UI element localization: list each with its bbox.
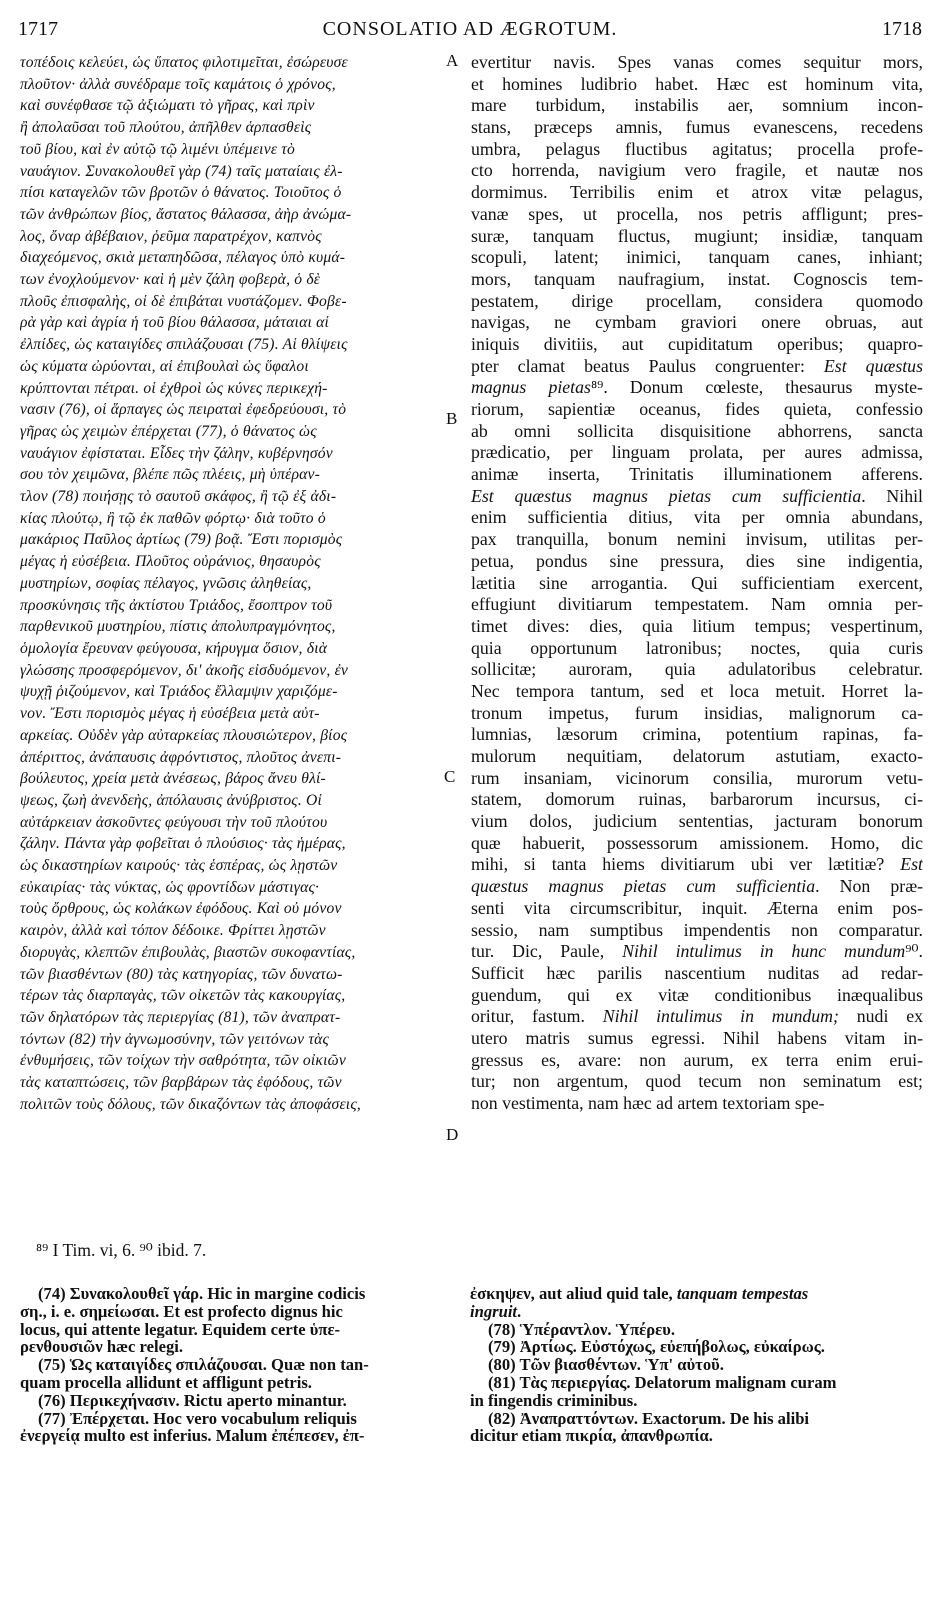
- latin-line: [471, 399, 923, 421]
- text-run: tur. Dic, Paule,: [471, 941, 623, 962]
- greek-line: εὐκαιρίας· τὰς νύκτας, ὡς φροντίδων μάστιγας·: [20, 878, 320, 896]
- text-run: dormimus. Terribilis enim et atrox vitæ pelagus,: [471, 182, 923, 203]
- latin-line: [471, 74, 923, 96]
- latin-line: [471, 226, 923, 248]
- text-run: navigas, ne cymbam graviori onere obruas, aut: [471, 312, 923, 333]
- text-run: mors, tanquam naufragium, instat. Cognoscis tem-: [471, 268, 923, 289]
- text-run: scopuli, latent; inimici, tanquam canes, inhiant;: [471, 247, 923, 268]
- text-run: ἐσκηψεν, aut aliud quid tale,: [470, 1285, 677, 1303]
- greek-line: νον. Ἔστι πορισμὸς μέγας ἡ εὐσέβεια μετὰ αὐτ-: [20, 705, 320, 723]
- text-run: (76) Περικεχήνασιν. Rictu aperto minantur.: [38, 1391, 347, 1410]
- note-line: [20, 1321, 450, 1339]
- latin-line: [471, 573, 923, 595]
- latin-line: [471, 52, 923, 74]
- latin-line: [471, 269, 923, 291]
- latin-line: [471, 898, 923, 920]
- text-run: (77) Ἐπέρχεται. Hoc vero vocabulum reliquis: [38, 1409, 357, 1428]
- note-line: [470, 1392, 920, 1410]
- greek-line: καὶ συνέφθασε τῷ ἀξιώματι τὸ γῆρας, καὶ πρὶν: [20, 97, 315, 115]
- italic-text: ingruit: [470, 1302, 518, 1321]
- latin-line: [471, 160, 923, 182]
- latin-line: [471, 616, 923, 638]
- latin-line: [471, 182, 923, 204]
- latin-line: [471, 703, 923, 725]
- margin-letter-b: B: [446, 409, 458, 428]
- latin-text-column: [471, 52, 923, 1115]
- greek-line: ὡς κύματα ὠρύονται, αἱ ἐπιβουλαὶ ὡς ὕφαλοι: [20, 357, 309, 375]
- note-line: [20, 1374, 450, 1392]
- note-line: [470, 1374, 920, 1392]
- latin-line: [471, 746, 923, 768]
- latin-line: [471, 247, 923, 269]
- text-run: prædicatio, per linguam prolata, per aures admissa,: [471, 442, 923, 463]
- latin-line: [471, 139, 923, 161]
- text-run: evertitur navis. Spes vanas comes sequitur mors,: [471, 52, 923, 72]
- note-line: [20, 1410, 450, 1428]
- text-run: in fingendis criminibus.: [470, 1391, 638, 1410]
- latin-line: [471, 291, 923, 313]
- margin-letter-c: C: [444, 767, 456, 786]
- latin-line: [471, 117, 923, 139]
- italic-text: Est quæstus magnus pietas cum sufficientia: [471, 485, 862, 506]
- text-run: stans, præceps amnis, fumus evanescens, recedens: [471, 117, 923, 138]
- note-line: [470, 1303, 920, 1321]
- greek-line: τὰς καταπτώσεις, τῶν βαρβάρων τὰς ἐφόδους, τῶν: [20, 1074, 342, 1092]
- italic-text: quæstus magnus pietas cum sufficientia: [471, 876, 816, 897]
- latin-line: [471, 464, 923, 486]
- text-run: rum insaniam, vicinorum consilia, murorum vetu-: [471, 767, 923, 788]
- text-run: (81) Τὰς περιεργίας. Delatorum malignam curam: [488, 1373, 837, 1392]
- text-run: petua, pondus sine pressura, dies sine indigentia,: [471, 550, 923, 571]
- note-line: [470, 1321, 920, 1339]
- text-run: tur; non argentum, quod tecum non seminatum est;: [471, 1071, 923, 1092]
- note-line: [470, 1356, 920, 1374]
- greek-line: σου τὸν χειμῶνα, βλέπε πῶς πλέεις, μὴ ὑπέραν-: [20, 466, 321, 484]
- latin-line: [471, 659, 923, 681]
- text-run: . Non præ-: [815, 876, 923, 897]
- text-run: mare turbidum, instabilis aer, somnium incon-: [471, 95, 923, 116]
- text-run: (74) Συνακολουθεῖ γάρ. Hic in margine codicis: [38, 1285, 366, 1303]
- text-run: animæ inserta, Trinitatis illuminationem afferens.: [471, 464, 923, 485]
- greek-line: παρθενικοῦ μυστηρίου, πίστις ἀπολυπραγμόνητος,: [20, 618, 336, 636]
- italic-text: Nihil intulimus in hunc mundum: [622, 941, 906, 962]
- greek-line: τῶν βιασθέντων (80) τὰς κατηγορίας, τῶν δυνατω-: [20, 965, 343, 983]
- text-run: suræ, tanquam fluctus, mugiunt; insidiæ, tanquam: [471, 225, 923, 246]
- text-run: ση., i. e. σημείωσαι. Et est profecto dignus hic: [20, 1302, 343, 1321]
- footnote-references: ⁸⁹ I Tim. vi, 6. ⁹⁰ ibid. 7.: [36, 1240, 207, 1260]
- text-run: pter clamat beatus Paulus congruenter:: [471, 355, 824, 376]
- latin-line: [471, 421, 923, 443]
- latin-line: [471, 638, 923, 660]
- text-run: non vestimenta, nam hæc ad artem textoriam spe-: [471, 1093, 825, 1113]
- note-line: [20, 1303, 450, 1321]
- text-run: nudi ex: [838, 1006, 923, 1027]
- text-run: iniquis divitiis, aut cupiditatum operibus; quapro-: [471, 333, 923, 354]
- text-run: ρενθουσιῶν hæc relegi.: [20, 1338, 184, 1357]
- latin-line: [471, 963, 923, 985]
- greek-line: τόντων (82) τὴν ἀγνωμοσύνην, τῶν γειτόνων τὰς: [20, 1030, 330, 1048]
- text-run: effugiunt divitiarum tempestatem. Nam omnia per-: [471, 594, 923, 615]
- text-run: . Nihil: [861, 485, 923, 506]
- greek-line: μυστηρίων, σοφίας πέλαγος, γνῶσις ἀληθείας,: [20, 574, 312, 592]
- greek-line: τῶν ἀνθρώπων βίος, ἄστατος θάλασσα, ἀὴρ ἀνώμα-: [20, 205, 352, 223]
- text-run: dicitur etiam πικρία, ἀπανθρωπία.: [470, 1427, 713, 1446]
- greek-line: γλώσσης προσφερόμενον, δι' ἀκοῆς εἰσδυόμενον, ἐν: [20, 661, 349, 679]
- greek-line: ἐνθυμήσεις, τῶν τοίχων τὴν σαθρότητα, τῶν οἰκιῶν: [20, 1052, 346, 1070]
- greek-line: ναυάγιον ἐφίσταται. Εἶδες τὴν ζάλην, κυβέρνησόν: [20, 444, 333, 462]
- note-line: [470, 1410, 920, 1428]
- text-run: et homines ludibrio habet. Hæc est hominum vita,: [471, 73, 923, 94]
- italic-text: magnus pietas: [471, 377, 591, 398]
- greek-line: ναυάγιον. Συνακολουθεῖ γὰρ (74) ταῖς ματαίαις ἐλ-: [20, 162, 343, 180]
- latin-line: [471, 334, 923, 356]
- text-run: lætitia sine arrogantia. Qui sufficientiam exercent,: [471, 572, 923, 593]
- text-run: Sufficit hæc parilis nascentium nuditas ad redar-: [471, 962, 923, 983]
- note-line: [470, 1427, 920, 1445]
- text-run: pax tranquilla, bonum nemini invisum, utilitas per-: [471, 529, 923, 550]
- latin-line: [471, 681, 923, 703]
- latin-line: [471, 95, 923, 117]
- latin-line: [471, 833, 923, 855]
- note-line: [20, 1392, 450, 1410]
- text-run: vanæ spes, ut procella, nos petris affligunt; pres-: [471, 203, 923, 224]
- greek-line: διαχεόμενος, σκιὰ μεταπηδῶσα, πέλαγος ὑπὸ κυμά-: [20, 249, 346, 267]
- text-run: riorum, sapientiæ oceanus, fides quieta, confessio: [471, 399, 923, 419]
- latin-line: [471, 920, 923, 942]
- text-run: senti vita circumscribitur, inquit. Æterna enim pos-: [471, 897, 923, 918]
- text-run: vium dolos, judicium sententias, jacturam bonorum: [471, 811, 923, 832]
- greek-line: ρὰ γὰρ καὶ ἀγρία ἡ τοῦ βίου θάλασσα, μάταιαι αἱ: [20, 314, 330, 332]
- text-run: ab omni sollicita disquisitione abhorrens, sancta: [471, 420, 923, 441]
- greek-line: πολιτῶν τοὺς δόλους, τῶν δικαζόντων τὰς ἀποφάσεις,: [20, 1095, 361, 1113]
- text-run: utero matris sumus egressi. Nihil habens vitam in-: [471, 1027, 923, 1048]
- greek-line: ζάλην. Πάντα γὰρ φοβεῖται ὁ πλούσιος· τὰς ἡμέρας,: [20, 835, 346, 853]
- latin-line: [471, 789, 923, 811]
- italic-text: Nihil intulimus in mundum;: [602, 1006, 839, 1027]
- text-run: gressus es, avare: non aurum, ex terra enim erui-: [471, 1049, 923, 1070]
- text-run: sollicitæ; auroram, quia adulatoribus celebratur.: [471, 659, 923, 680]
- greek-line: ψυχῇ ῥιζούμενον, καὶ Τριάδος ἔλλαμψιν χαριζόμε-: [20, 683, 338, 701]
- text-run: Nec tempora tantum, sed et loca metuit. Horret la-: [471, 680, 923, 701]
- italic-text: Est: [900, 854, 923, 875]
- text-run: ἐνεργείᾳ multo est inferius. Malum ἐπέπεσεν, ἐπ-: [20, 1427, 365, 1446]
- running-title: CONSOLATIO AD ÆGROTUM.: [322, 18, 618, 40]
- latin-line: [471, 768, 923, 790]
- greek-line: τῶν δηλατόρων τὰς περιεργίας (81), τῶν ἀναπρατ-: [20, 1008, 341, 1026]
- greek-line: των ἐνοχλούμενον· καὶ ἡ μὲν ζάλη φοβερὰ, ὁ δὲ: [20, 271, 321, 289]
- greek-line: ἀπέριττος, ἀνάπαυσις ἀφρόντιστος, πλοῦτος ἀνεπι-: [20, 748, 342, 766]
- latin-line: [471, 724, 923, 746]
- text-run: timet dives: dies, quia litium tempus; vespertinum,: [471, 615, 923, 636]
- greek-line: τοῦ βίου, καὶ ἐν αὐτῷ τῷ λιμένι ὑπέμεινε τὸ: [20, 140, 296, 158]
- latin-line: [471, 594, 923, 616]
- latin-line: [471, 811, 923, 833]
- text-run: ⁹⁰.: [905, 941, 923, 962]
- greek-line: ὁμολογία ἔρευναν φεύγουσα, κήρυγμα ὅσιον, διὰ: [20, 639, 328, 657]
- greek-line: μακάριος Παῦλος ἀρτίως (79) βοᾷ. Ἔστι πορισμὸς: [20, 531, 343, 549]
- margin-letter-d: D: [446, 1125, 459, 1144]
- text-run: quam procella allidunt et affligunt petris.: [20, 1373, 312, 1392]
- greek-line: τοὺς ὄρθρους, ὡς κολάκων ἐφόδους. Καὶ οὐ μόνον: [20, 900, 342, 918]
- greek-line: πλοῦς ἐπισφαλὴς, οἱ δὲ ἐπιβάται νυστάζομεν. Φοβε-: [20, 292, 347, 310]
- text-run: cto horrenda, navigium vero fragile, et nautæ nos: [471, 160, 923, 181]
- latin-line: [471, 551, 923, 573]
- text-run: enim sufficientia ditius, vita per omnia abundans,: [471, 507, 923, 528]
- left-page-number: 1717: [18, 18, 58, 40]
- page-header: [18, 18, 922, 44]
- text-run: mulorum nequitiam, delatorum astutiam, exacto-: [471, 746, 923, 766]
- note-line: [20, 1338, 450, 1356]
- greek-line: πλοῦτον· ἀλλὰ συνέδραμε τοῖς καμάτοις ὁ χρόνος,: [20, 75, 336, 93]
- text-run: pestatem, dirige procellam, considera quomodo: [471, 290, 923, 311]
- latin-line: [471, 442, 923, 464]
- greek-line: βούλευτος, χρεία μετὰ ἀνέσεως, βάρος ἄνευ θλί-: [20, 770, 326, 788]
- text-run: quæ habuerit, possessorum amissionem. Homo, dic: [471, 832, 923, 853]
- notes-right-column: [470, 1285, 920, 1445]
- greek-line: αὐτάρκειαν ἀσκοῦντες φεύγουσι τὴν τοῦ πλούτου: [20, 813, 328, 831]
- latin-line: [471, 1071, 923, 1093]
- latin-line: [471, 356, 923, 378]
- latin-line: [471, 941, 923, 963]
- greek-line: προσκύνησις τῆς ἀκτίστου Τριάδος, ἔσοπτρον τοῦ: [20, 596, 333, 614]
- text-run: (79) Ἀρτίως. Εὐστόχως, εὐεπήβολως, εὐκαίρως.: [488, 1338, 825, 1357]
- greek-line: γῆρας ὡς χειμὼν ἐπέρχεται (77), ὁ θάνατος ὡς: [20, 422, 317, 440]
- latin-line: [471, 1050, 923, 1072]
- right-page-number: 1718: [882, 18, 922, 40]
- greek-line: ὡς δικαστηρίων καιρούς· τὰς ἑσπέρας, ὡς λῃστῶν: [20, 857, 338, 875]
- latin-line: [471, 1006, 923, 1028]
- latin-line: [471, 529, 923, 551]
- greek-line: ψεως, ζωὴ ἀνενδεὴς, ἀπόλαυσις ἀνύβριστος. Οἱ: [20, 791, 323, 809]
- text-run: guendum, qui ex vitæ conditionibus inæqualibus: [471, 984, 923, 1005]
- greek-text-column: [20, 52, 452, 1115]
- text-run: .: [517, 1302, 522, 1321]
- latin-line: [471, 486, 923, 508]
- text-run: quia opportunum latronibus; noctes, quia curis: [471, 637, 923, 658]
- latin-line: [471, 854, 923, 876]
- note-line: [470, 1285, 920, 1303]
- note-line: [470, 1338, 920, 1356]
- greek-line: καιρὸν, ἀλλὰ καὶ τόπον δέδοικε. Φρίττει λῃστῶν: [20, 922, 326, 940]
- latin-line: [471, 1093, 923, 1115]
- greek-line: μέγας ἡ εὐσέβεια. Πλοῦτος οὐράνιος, θησαυρὸς: [20, 553, 321, 571]
- latin-line: [471, 507, 923, 529]
- latin-line: [471, 377, 923, 399]
- text-run: ⁸⁹. Donum cœleste, thesaurus myste-: [590, 377, 923, 398]
- latin-line: [471, 985, 923, 1007]
- greek-line: ἐλπίδες, ὡς καταιγίδες σπιλάζουσαι (75). Αἱ θλίψεις: [20, 336, 348, 354]
- greek-line: πίσι καταγελῶν τῶν βροτῶν ὁ θάνατος. Τοιοῦτος ὁ: [20, 184, 342, 202]
- greek-line: τλον (78) ποιήσῃς τὸ σαυτοῦ σκάφος, ἢ τῷ ἐξ ἀδι-: [20, 488, 337, 506]
- note-line: [20, 1285, 450, 1303]
- greek-line: κρύπτονται πέτραι. οἱ ἐχθροὶ ὡς κύνες περικεχή-: [20, 379, 328, 397]
- latin-line: [471, 876, 923, 898]
- greek-line: τέρων τὰς διαρπαγὰς, τῶν οἰκετῶν τὰς κακουργίας,: [20, 987, 346, 1005]
- note-line: [20, 1356, 450, 1374]
- greek-line: διορυγὰς, κλεπτῶν ἐπιβουλὰς, βιαστῶν συκοφαντίας,: [20, 943, 356, 961]
- greek-line: λος, ὄναρ ἀβέβαιον, ῥεῦμα παρατρέχον, καπνὸς: [20, 227, 322, 245]
- text-run: mihi, si tanta hiems divitiarum ubi ver lætitiæ?: [471, 854, 901, 875]
- note-line: [20, 1427, 450, 1445]
- notes-left-column: [20, 1285, 450, 1445]
- latin-line: [471, 1028, 923, 1050]
- text-run: tronum impetus, furum insidias, malignorum ca-: [471, 702, 923, 723]
- italic-text: Est quæstus: [823, 355, 923, 376]
- text-run: statem, domorum ruinas, barbarorum incursus, ci-: [471, 789, 923, 810]
- latin-line: [471, 312, 923, 334]
- text-run: (80) Τῶν βιασθέντων. Ὑπ' αὐτοῦ.: [488, 1356, 724, 1374]
- margin-letter-a: A: [446, 51, 459, 70]
- text-run: (78) Ὑπέραντλον. Ὑπέρευ.: [488, 1320, 675, 1339]
- text-run: sessio, nam sumptibus impendentis non comparatur.: [471, 919, 923, 940]
- greek-line: αρκείας. Οὐδὲν γὰρ αὐταρκείας πλουσιώτερον, βίος: [20, 726, 348, 744]
- greek-line: τοπέδοις κελεύει, ὡς ὕπατος φιλοτιμεῖται, ἐσώρευσε: [20, 54, 348, 71]
- text-run: (75) Ὡς καταιγίδες σπιλάζουσαι. Quæ non tan-: [38, 1356, 369, 1374]
- text-run: oritur, fastum.: [471, 1006, 603, 1027]
- text-run: lumnias, læsorum crimina, potentium rapinas, fa-: [471, 724, 923, 745]
- greek-line: νασιν (76), οἱ ἅρπαγες ὡς πειραταὶ ἐφεδρεύουσι, τὸ: [20, 401, 347, 419]
- greek-line: κίας πλούτῳ, ἢ τῷ ἐκ παθῶν φόρτῳ· διὰ τοῦτο ὁ: [20, 509, 326, 527]
- latin-line: [471, 204, 923, 226]
- greek-line: ἢ ἀπολαῦσαι τοῦ πλούτου, ἀπῆλθεν ἁρπασθεὶς: [20, 119, 312, 137]
- text-run: locus, qui attente legatur. Equidem certe ὑπε-: [20, 1320, 341, 1339]
- text-run: umbra, pelagus fluctibus agitatus; procella profe-: [471, 138, 923, 159]
- text-run: (82) Ἀναπραττόντων. Exactorum. De his alibi: [488, 1409, 810, 1428]
- italic-text: tanquam tempestas: [676, 1285, 809, 1303]
